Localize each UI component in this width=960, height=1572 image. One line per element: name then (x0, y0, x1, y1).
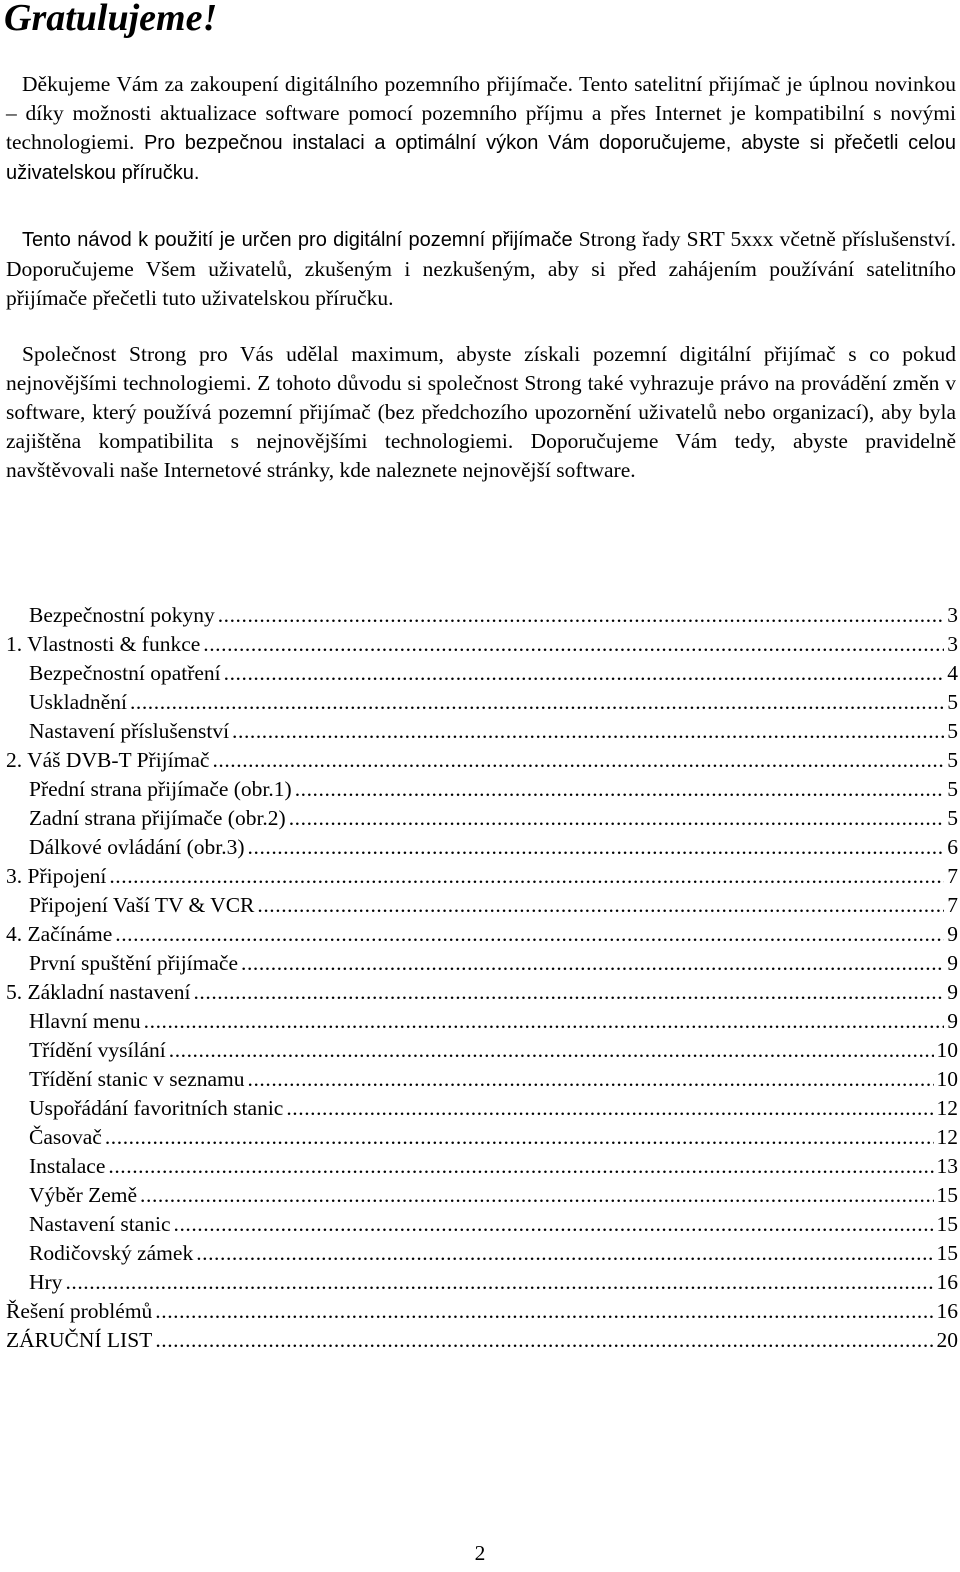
toc-entry-label: Časovač (29, 1125, 102, 1149)
page-number: 2 (474, 1541, 486, 1565)
toc-entry-page: 5 (947, 777, 958, 801)
toc-entry-label: Uspořádání favoritních stanic (29, 1096, 284, 1120)
toc-entry[interactable] (6, 601, 958, 630)
toc-entry-page: 7 (947, 864, 958, 888)
toc-entry-label: První spuštění přijímače (29, 951, 238, 975)
toc-entry-page: 5 (947, 719, 958, 743)
toc-entry[interactable] (6, 862, 958, 891)
toc-entry[interactable] (6, 1007, 958, 1036)
toc-entry[interactable] (6, 630, 958, 659)
toc-entry-page: 6 (947, 835, 958, 859)
intro-paragraph-serif: Děkujeme Vám za zakoupení digitálního pozemního přijímače. Tento satelitní přijímač je úplnou novinkou – díky možnosti aktualizace software pomocí pozemního příjmu a přes Internet je kompatibilní s novými technologiemi. (6, 72, 956, 154)
toc-entry-label: Výběr Země (29, 1183, 138, 1207)
toc-entry-label: Připojení Vaší TV & VCR (29, 893, 255, 917)
toc-entry[interactable] (6, 746, 958, 775)
toc-entry[interactable] (6, 1268, 958, 1297)
intro-paragraph-sans: Pro bezpečnou instalaci a optimální výkon Vám doporučujeme, abyste si přečetli celou uživatelskou příručku. (6, 132, 956, 184)
toc-dot-leader (127, 688, 947, 717)
toc-entry-label: Instalace (29, 1154, 106, 1178)
toc-dot-leader (190, 978, 947, 1007)
toc-dot-leader (105, 1152, 936, 1181)
toc-dot-leader (102, 1123, 937, 1152)
toc-entry-page: 10 (936, 1038, 958, 1062)
toc-entry[interactable] (6, 1094, 958, 1123)
toc-entry-page: 5 (947, 748, 958, 772)
toc-entry[interactable] (6, 688, 958, 717)
manual-scope-paragraph (6, 225, 956, 313)
toc-entry-page: 20 (936, 1328, 958, 1352)
toc-dot-leader (106, 862, 947, 891)
toc-entry-label: Nastavení příslušenství (29, 719, 230, 743)
toc-entry-page: 9 (947, 951, 958, 975)
toc-dot-leader (254, 891, 947, 920)
company-paragraph (6, 340, 956, 485)
manual-scope-serif: Strong řady SRT 5xxx včetně příslušenství. Doporučujeme Všem uživatelů, zkušeným i nezkušeným, aby si před zahájením používání satelitního přijímače přečetli tuto uživatelskou příručku. (6, 227, 956, 310)
toc-dot-leader (245, 1065, 937, 1094)
toc-entry-label: Rodičovský zámek (29, 1241, 194, 1265)
toc-entry[interactable] (6, 1181, 958, 1210)
toc-dot-leader (286, 804, 948, 833)
toc-entry[interactable] (6, 978, 958, 1007)
toc-entry-label: Hlavní menu (29, 1009, 141, 1033)
intro-paragraph (6, 70, 956, 188)
toc-entry-label: 2. Váš DVB-T Přijímač (6, 748, 210, 772)
toc-entry[interactable] (6, 891, 958, 920)
toc-dot-leader (141, 1007, 948, 1036)
toc-entry[interactable] (6, 659, 958, 688)
toc-entry-page: 5 (947, 806, 958, 830)
manual-scope-sans: Tento návod k použití je určen pro digitální pozemní přijímače (22, 229, 573, 251)
toc-entry-page: 9 (947, 1009, 958, 1033)
toc-entry[interactable] (6, 804, 958, 833)
toc-entry-page: 7 (947, 893, 958, 917)
toc-entry-page: 3 (947, 603, 958, 627)
toc-dot-leader (238, 949, 947, 978)
toc-entry[interactable] (6, 1210, 958, 1239)
toc-entry[interactable] (6, 920, 958, 949)
toc-entry[interactable] (6, 775, 958, 804)
toc-dot-leader (166, 1036, 937, 1065)
toc-entry[interactable] (6, 1239, 958, 1268)
toc-entry-label: Třídění stanic v seznamu (29, 1067, 245, 1091)
toc-entry[interactable] (6, 949, 958, 978)
toc-entry-page: 5 (947, 690, 958, 714)
toc-dot-leader (215, 601, 948, 630)
toc-entry-label: 1. Vlastnosti & funkce (6, 632, 201, 656)
toc-entry-label: Uskladnění (29, 690, 127, 714)
toc-dot-leader (200, 630, 947, 659)
toc-dot-leader (152, 1297, 936, 1326)
toc-entry-page: 9 (947, 922, 958, 946)
toc-dot-leader (62, 1268, 936, 1297)
toc-dot-leader (245, 833, 948, 862)
toc-entry-page: 12 (936, 1125, 958, 1149)
toc-entry-label: Nastavení stanic (29, 1212, 171, 1236)
toc-entry-page: 15 (936, 1241, 958, 1265)
toc-dot-leader (292, 775, 948, 804)
table-of-contents (6, 601, 958, 1355)
toc-entry-page: 15 (936, 1183, 958, 1207)
toc-entry[interactable] (6, 1123, 958, 1152)
company-paragraph-text: Společnost Strong pro Vás udělal maximum, abyste získali pozemní digitální přijímač s co pokud nejnovějšími technologiemi. Z tohoto důvodu si společnost Strong také vyhrazuje právo na provádění změn v software, který používá pozemní přijímač (bez předchozího upozornění uživatelů nebo organizací), aby byla zajištěna kompatibilita s nejnovějšími technologiemi. Doporučujeme Vám tedy, abyste pravidelně navštěvovali naše Internetové stránky, kde naleznete nejnovější software. (6, 342, 956, 482)
toc-dot-leader (112, 920, 947, 949)
toc-entry-label: Řešení problémů (6, 1299, 153, 1323)
toc-entry[interactable] (6, 1297, 958, 1326)
toc-entry-page: 4 (947, 661, 958, 685)
toc-entry-label: Zadní strana přijímače (obr.2) (29, 806, 286, 830)
toc-entry-label: Bezpečnostní opatření (29, 661, 221, 685)
toc-entry-label: 5. Základní nastavení (6, 980, 191, 1004)
toc-entry-label: ZÁRUČNÍ LIST (6, 1328, 153, 1352)
toc-entry-page: 15 (936, 1212, 958, 1236)
toc-entry-label: Hry (29, 1270, 63, 1294)
toc-entry[interactable] (6, 833, 958, 862)
toc-entry[interactable] (6, 717, 958, 746)
toc-dot-leader (152, 1326, 936, 1355)
page-title: Gratulujeme! (4, 0, 218, 39)
toc-entry[interactable] (6, 1065, 958, 1094)
toc-entry[interactable] (6, 1326, 958, 1355)
toc-entry-label: 3. Připojení (6, 864, 107, 888)
toc-dot-leader (209, 746, 947, 775)
toc-dot-leader (171, 1210, 937, 1239)
toc-entry[interactable] (6, 1152, 958, 1181)
toc-entry-page: 16 (936, 1299, 958, 1323)
toc-entry-label: Bezpečnostní pokyny (29, 603, 215, 627)
toc-entry-page: 13 (936, 1154, 958, 1178)
toc-entry-label: Přední strana přijímače (obr.1) (29, 777, 292, 801)
toc-dot-leader (229, 717, 947, 746)
toc-entry-page: 9 (947, 980, 958, 1004)
toc-dot-leader (221, 659, 948, 688)
toc-entry-page: 16 (936, 1270, 958, 1294)
toc-entry-label: 4. Začínáme (6, 922, 113, 946)
toc-dot-leader (193, 1239, 936, 1268)
toc-dot-leader (283, 1094, 936, 1123)
toc-entry-page: 10 (936, 1067, 958, 1091)
toc-entry[interactable] (6, 1036, 958, 1065)
toc-entry-page: 3 (947, 632, 958, 656)
toc-entry-page: 12 (936, 1096, 958, 1120)
toc-entry-label: Dálkové ovládání (obr.3) (29, 835, 245, 859)
toc-dot-leader (137, 1181, 936, 1210)
toc-entry-label: Třídění vysílání (29, 1038, 166, 1062)
